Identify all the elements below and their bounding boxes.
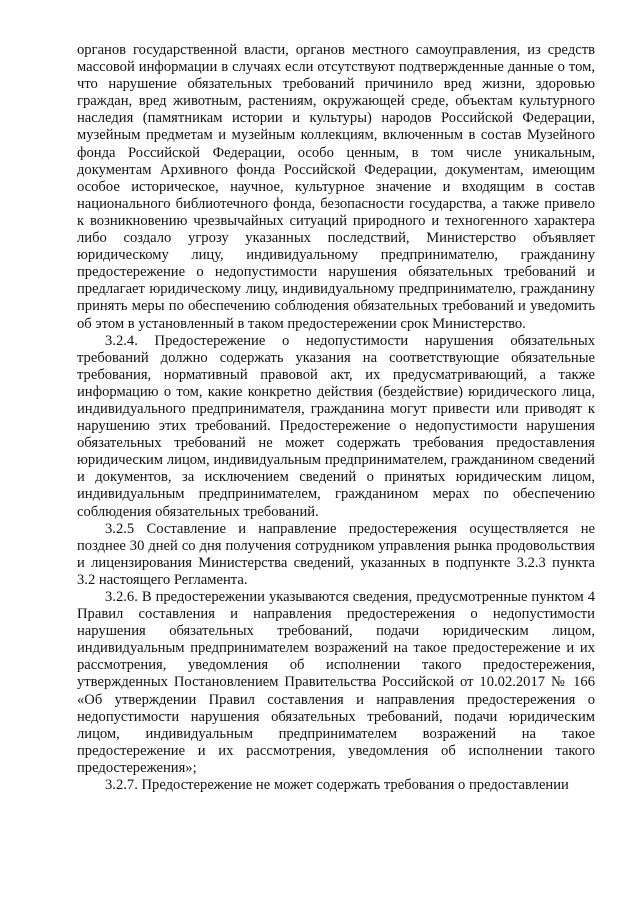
document-page (77, 42, 595, 794)
paragraph-continuation: органов государственной власти, органов местного самоуправления, из средств массовой информации в случаях если отсутствуют подтвержденные данные о том, что нарушение обязательных требований причинило вред жизни, здоровью граждан, вред животным, растениям, окружающей среде, объектам культурного наследия (памятникам истории и культуры) народов Российской Федерации, музейным предметам и музейным коллекциям, включенным в состав Музейного фонда Российской Федерации, особо ценным, в том числе уникальным, документам Архивного фонда Российской Федерации, документам, имеющим особое историческое, научное, культурное значение и входящим в состав национального библиотечного фонда, безопасности государства, а также привело к возникновению чрезвычайных ситуаций природного и техногенного характера либо создало угрозу указанных последствий, Министерство объявляет юридическому лицу, индивидуальному предпринимателю, гражданину предостережение о недопустимости нарушения обязательных требований и предлагает юридическому лицу, индивидуальному предпринимателю, гражданину принять меры по обеспечению соблюдения обязательных требований и уведомить об этом в установленный в таком предостережении срок Министерство. (77, 42, 595, 332)
paragraph-3-2-6: 3.2.6. В предостережении указываются сведения, предусмотренные пунктом 4 Правил составления и направления предостережения о недопустимости нарушения обязательных требований, подачи юридическим лицом, индивидуальным предпринимателем возражений на такое предостережение и их рассмотрения, уведомления об исполнении такого предостережения, утвержденных Постановлением Правительства Российской от 10.02.2017 № 166 «Об утверждении Правил составления и направления предостережения о недопустимости нарушения обязательных требований, подачи юридическим лицом, индивидуальным предпринимателем возражений на такое предостережение и их рассмотрения, уведомления об исполнении такого предостережения»; (77, 589, 595, 776)
paragraph-3-2-7: 3.2.7. Предостережение не может содержать требования о предоставлении (105, 777, 569, 794)
paragraph-3-2-4: 3.2.4. Предостережение о недопустимости нарушения обязательных требований должно содержать указания на соответствующие обязательные требования, нормативный правовой акт, их предусматривающий, а также информацию о том, какие конкретно действия (бездействие) юридического лица, индивидуального предпринимателя, гражданина могут привести или приводят к нарушению этих требований. Предостережение о недопустимости нарушения обязательных требований не может содержать требования предоставления юридическим лицом, индивидуальным предпринимателем, гражданином сведений и документов, за исключением сведений о принятых юридическим лицом, индивидуальным предпринимателем, гражданином мерах по обеспечению соблюдения обязательных требований. (77, 332, 595, 520)
paragraph-3-2-5: 3.2.5 Составление и направление предостережения осуществляется не позднее 30 дней со дня получения сотрудником управления рынка продовольствия и лицензирования Министерства сведений, указанных в подпункте 3.2.3 пункта 3.2 настоящего Регламента. (77, 520, 595, 588)
